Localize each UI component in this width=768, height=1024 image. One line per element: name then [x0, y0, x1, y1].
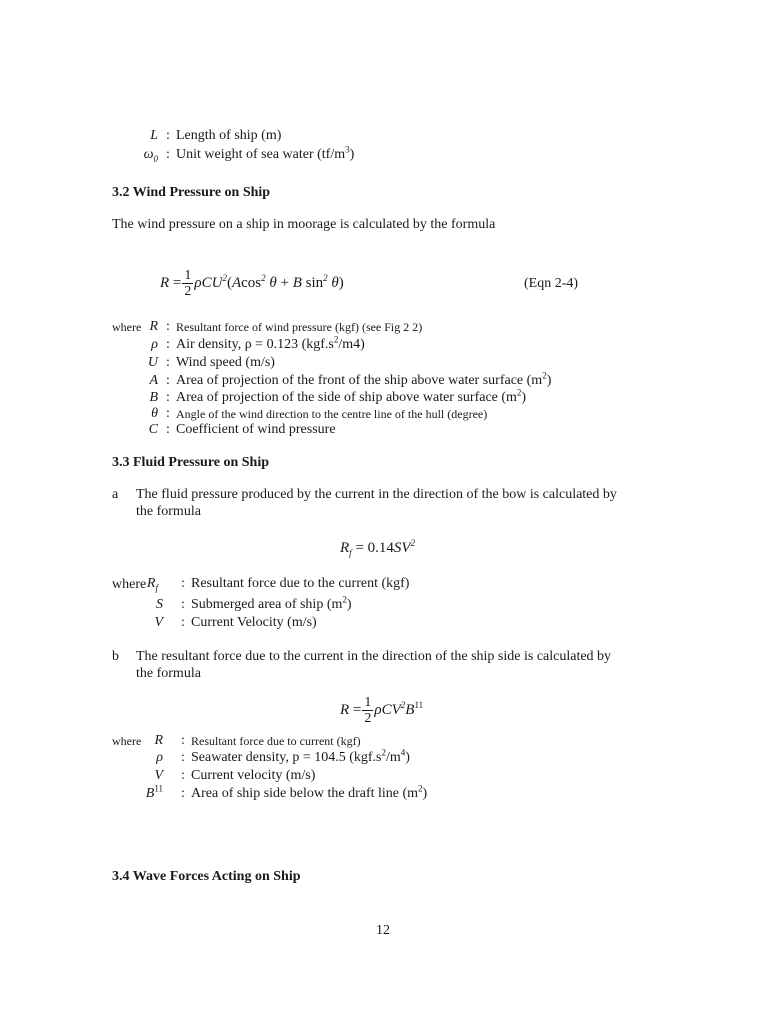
colon: :: [166, 147, 170, 162]
colon: :: [166, 422, 170, 437]
var-symbol: θ: [151, 406, 158, 421]
var-desc: Area of ship side below the draft line $(m^2)$: [191, 783, 428, 801]
colon: :: [166, 355, 170, 370]
var-desc: Seawater density, p = 104.5 $(kgf.s^2/m^4)$: [191, 747, 410, 765]
var-desc: Angle of the wind direction to the centre line of the hull (degree): [176, 407, 488, 421]
var-symbol: V: [154, 615, 163, 630]
where-label: where: [112, 577, 147, 592]
var-desc: Wind speed (m/s): [176, 355, 275, 370]
page-number: 12: [376, 923, 390, 938]
var-desc-L: Length of ship (m): [176, 128, 282, 143]
var-symbol: R: [154, 733, 163, 748]
var-symbol: ρ: [156, 750, 163, 765]
var-desc: Area of projection of the side of ship above water surface $(m^2)$: [176, 387, 527, 405]
var-desc: Air density, ρ = 0.123 $(kgf.s^2/m4)$: [176, 334, 365, 352]
where-label: where: [112, 734, 142, 748]
var-symbol: C: [148, 422, 158, 437]
equation-fluid-bow: $R_f = 0.14SV^2$: [340, 538, 416, 558]
colon: :: [166, 373, 170, 388]
item-label-b: b: [112, 649, 119, 664]
var-desc: Current velocity (m/s): [191, 768, 316, 783]
var-symbol-L: L: [150, 128, 158, 143]
section-heading-3-4: 3.4 Wave Forces Acting on Ship: [112, 869, 301, 884]
colon: :: [181, 615, 185, 630]
paragraph-b-line2: the formula: [136, 666, 201, 681]
var-symbol: U: [147, 355, 158, 370]
var-desc: Area of projection of the front of the ship above water surface $(m^2)$: [176, 370, 552, 388]
colon: :: [181, 733, 185, 748]
var-symbol: ρ: [151, 337, 158, 352]
var-desc: Resultant force of wind pressure (kgf) (see Fig 2 2): [176, 320, 423, 334]
var-symbol: B: [149, 390, 158, 405]
var-symbol: $R_f$: [146, 576, 158, 593]
var-symbol: R: [149, 319, 158, 334]
var-symbol: S: [156, 597, 163, 612]
colon: :: [166, 390, 170, 405]
item-label-a: a: [112, 487, 119, 502]
colon: :: [166, 337, 170, 352]
equation-wind-pressure: R = $\frac{1}{2}$ ρCU$^2$(Acos$^2$ θ + B $\sin^2 \theta$): [160, 268, 344, 299]
var-desc: Current Velocity (m/s): [191, 615, 317, 630]
var-symbol: A: [149, 373, 158, 388]
var-symbol: V: [154, 768, 163, 783]
var-desc: Coefficient of wind pressure: [176, 422, 336, 437]
colon: :: [181, 576, 185, 591]
var-desc: Resultant force due to current (kgf): [191, 734, 361, 748]
colon: :: [166, 319, 170, 334]
var-desc: Resultant force due to the current (kgf): [191, 576, 410, 591]
colon: :: [181, 768, 185, 783]
var-symbol-omega: $\omega_0$: [143, 147, 158, 164]
colon: :: [181, 786, 185, 801]
var-symbol: $B^{11}$: [145, 783, 163, 801]
paragraph-wind-intro: The wind pressure on a ship in moorage is calculated by the formula: [112, 217, 496, 232]
where-label: where: [112, 320, 142, 334]
colon: :: [181, 597, 185, 612]
var-desc-omega: Unit weight of sea water $(tf/m^3)$: [176, 144, 355, 162]
colon: :: [166, 406, 170, 421]
paragraph-b-line1: The resultant force due to the current in the direction of the ship side is calculated by: [136, 649, 612, 664]
equation-label: (Eqn 2-4): [524, 276, 579, 291]
section-heading-3-2: 3.2 Wind Pressure on Ship: [112, 185, 271, 200]
section-heading-3-3: 3.3 Fluid Pressure on Ship: [112, 455, 270, 470]
paragraph-a-line1: The fluid pressure produced by the current in the direction of the bow is calculated by: [136, 487, 617, 502]
equation-fluid-side: R = $\frac{1}{2}$ $\rho CV^2B^{11}$: [340, 695, 424, 726]
colon: :: [166, 128, 170, 143]
paragraph-a-line2: the formula: [136, 504, 201, 519]
colon: :: [181, 750, 185, 765]
var-desc: Submerged area of ship $(m^2)$: [191, 594, 352, 612]
